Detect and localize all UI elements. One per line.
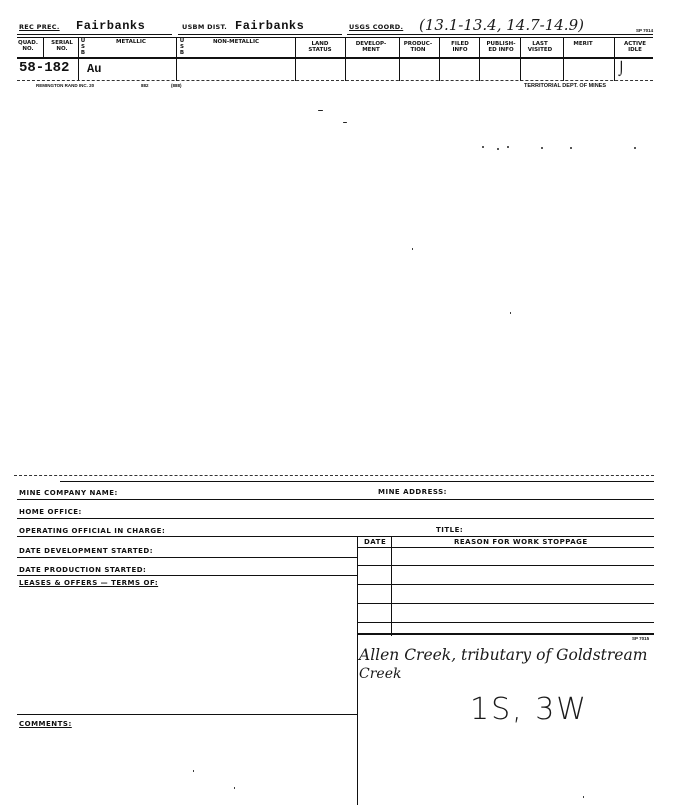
comments-top-rule [17, 714, 357, 715]
col-active-idle: ACTIVE IDLE [623, 41, 647, 53]
usgs-coord-value: (13.1-13.4, 14.7-14.9) [419, 16, 584, 34]
lower-card [0, 470, 678, 805]
col-filed-info: FILED INFO [451, 41, 469, 53]
col-quad-no: QUAD. NO. [18, 40, 38, 52]
scan-speck [570, 147, 572, 149]
col-last-visited: LAST VISITED [527, 41, 553, 53]
scan-speck [482, 146, 484, 148]
mine-company-line [17, 499, 654, 500]
col-divider [43, 38, 44, 57]
stoppage-row [357, 565, 654, 566]
scan-speck [541, 147, 543, 149]
location-note-line1: Allen Creek, tributary of Goldstream [359, 646, 648, 664]
scan-speck [318, 110, 323, 111]
form-number: SP 7014 [636, 28, 654, 33]
col-development: DEVELOP-MENT [355, 41, 387, 53]
date-production-label: DATE PRODUCTION STARTED: [19, 566, 147, 574]
usgs-coord-label: USGS COORD. [349, 23, 404, 31]
stoppage-date-divider [391, 536, 392, 636]
stoppage-bottom-rule [357, 633, 654, 635]
col-divider [563, 38, 564, 81]
col-divider [520, 38, 521, 81]
stoppage-row [357, 603, 654, 604]
mine-company-name-label: MINE COMPANY NAME: [19, 489, 118, 497]
usbm-dist-value: Fairbanks [235, 19, 305, 33]
header-rule [17, 37, 653, 38]
stoppage-row [357, 584, 654, 585]
col-non-metallic: NON-METALLIC [212, 39, 260, 45]
lower-top-rule-2 [60, 481, 654, 482]
usb-left-3: B [80, 50, 86, 56]
operating-official-line [17, 536, 654, 537]
rec-prec-value: Fairbanks [76, 19, 146, 33]
department-name: TERRITORIAL DEPT. OF MINES [524, 83, 606, 89]
date-col-label: DATE [364, 538, 387, 546]
row-bottom-rule [17, 80, 653, 81]
metallic-value: Au [87, 62, 102, 76]
col-divider [176, 38, 177, 81]
home-office-label: HOME OFFICE: [19, 508, 82, 516]
lower-top-rule [14, 475, 654, 476]
scan-speck [507, 146, 509, 148]
scan-speck [497, 148, 499, 150]
mine-address-label: MINE ADDRESS: [378, 488, 447, 496]
home-office-line [17, 518, 654, 519]
usb-right-3: B [179, 50, 185, 56]
date-production-line [17, 575, 357, 576]
scan-speck [510, 312, 511, 314]
title-label: TITLE: [436, 526, 464, 534]
date-development-line [17, 557, 357, 558]
usb-left-2: S [81, 44, 85, 50]
usbm-dist-label: USBM DIST. [182, 23, 228, 31]
col-divider [399, 38, 400, 81]
top-card [0, 0, 678, 95]
scan-speck [634, 147, 636, 149]
scan-speck [343, 122, 347, 123]
comments-label: COMMENTS: [19, 720, 72, 728]
col-merit: MERIT [573, 41, 593, 47]
col-divider [78, 38, 79, 81]
usb-left-1: U [80, 38, 86, 44]
col-published-info: PUBLISH-ED INFO [486, 41, 516, 53]
quad-serial-value: 58-182 [19, 60, 70, 76]
stoppage-left-border [357, 536, 358, 805]
operating-official-label: OPERATING OFFICIAL IN CHARGE: [19, 527, 166, 535]
location-note-line2: Creek [359, 666, 402, 682]
township-range-note: 1S, 3W [470, 692, 588, 727]
col-divider [479, 38, 480, 81]
printer-code-2: (888) [171, 83, 182, 88]
stoppage-row [357, 622, 654, 623]
col-serial-no: SERIAL NO. [51, 40, 73, 52]
printer-code-1: 882 [141, 83, 149, 88]
col-divider [295, 38, 296, 81]
col-metallic: METALLIC [116, 39, 146, 45]
header-underline-mid [178, 34, 342, 35]
printer-credit: REMINGTON RAND INC. 20 [36, 83, 95, 88]
col-divider [345, 38, 346, 81]
header-underline-left [17, 34, 172, 35]
col-divider [614, 38, 615, 81]
stoppage-row [357, 547, 654, 548]
active-idle-mark: ⌡ [618, 62, 625, 77]
leases-label: LEASES & OFFERS — TERMS OF: [19, 579, 159, 587]
form-number-2: SP 7015 [632, 636, 650, 641]
usb-right-2: S [180, 44, 184, 50]
col-production: PRODUC-TION [403, 41, 433, 53]
col-divider [439, 38, 440, 81]
date-development-label: DATE DEVELOPMENT STARTED: [19, 547, 154, 555]
usb-right-1: U [179, 38, 185, 44]
rec-prec-label: REC PREC. [19, 23, 60, 31]
header-underline-right [347, 34, 653, 35]
scan-speck [412, 248, 413, 250]
column-header-rule [17, 57, 653, 59]
reason-col-label: REASON FOR WORK STOPPAGE [454, 538, 588, 546]
col-land-status: LAND STATUS [308, 41, 332, 53]
